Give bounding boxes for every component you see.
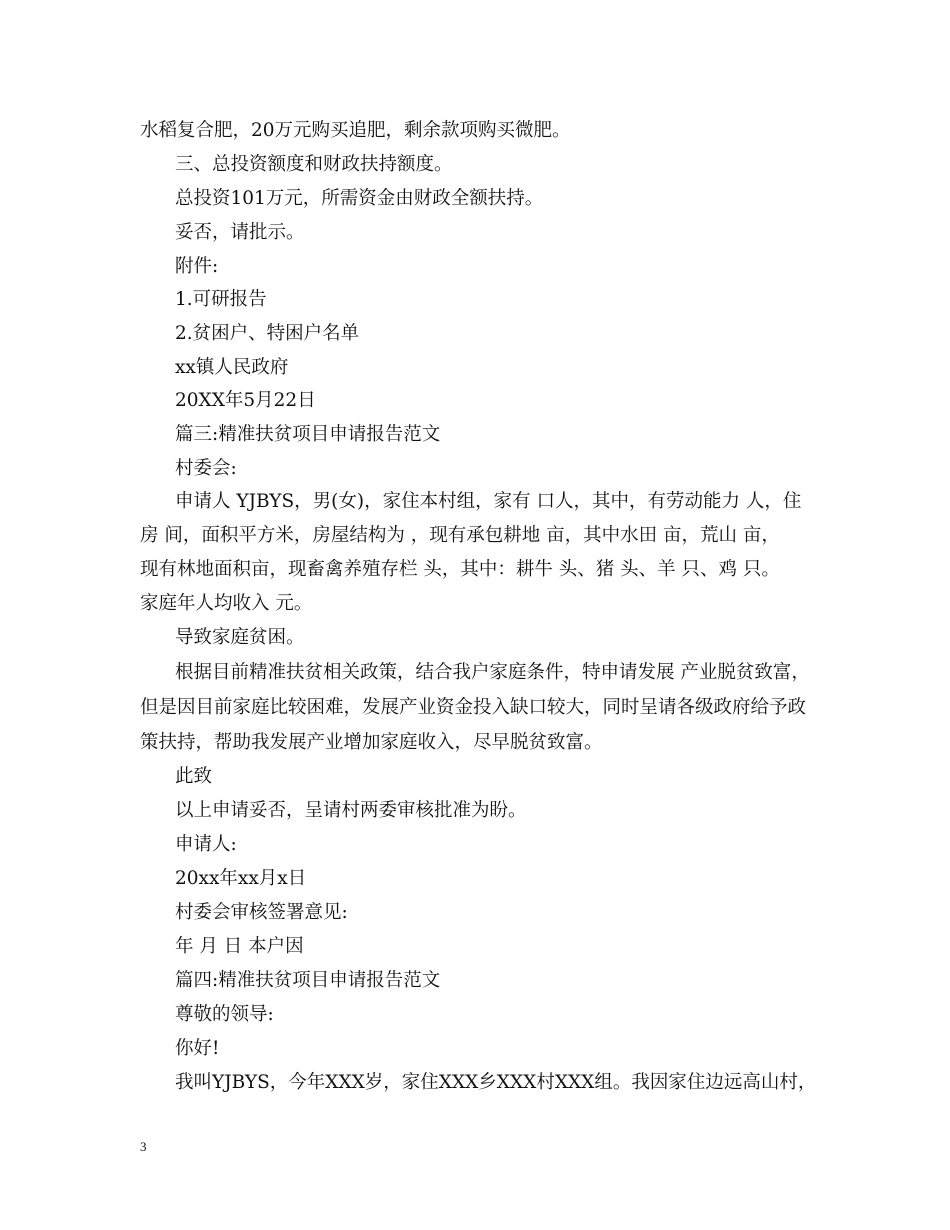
applicant-label: 申请人: <box>175 834 237 855</box>
closing: 此致 <box>175 766 213 787</box>
text-line: 妥否，请批示。 <box>175 222 305 243</box>
salutation: 尊敬的领导: <box>175 1004 274 1025</box>
text-line: 房 间，面积平方米，房屋结构为 ，现有承包耕地 亩，其中水田 亩，荒山 亩， <box>140 525 780 546</box>
page-number: 3 <box>140 1139 147 1154</box>
text-line: 导致家庭贫困。 <box>175 627 305 648</box>
text-line: 家庭年人均收入 元。 <box>140 593 313 614</box>
text-line: 但是因目前家庭比较困难，发展产业资金投入缺口较大，同时呈请各级政府给予政 <box>140 697 807 718</box>
section-title: 篇四:精准扶贫项目申请报告范文 <box>175 970 441 991</box>
text-line: 现有林地面积亩，现畜禽养殖存栏 头，其中：耕牛 头、猪 头、羊 只、鸡 只。 <box>140 559 780 580</box>
greeting: 你好! <box>175 1038 220 1059</box>
date-line: 20xx年xx月x日 <box>175 868 307 889</box>
signatory: xx镇人民政府 <box>175 357 289 378</box>
text-line: 我叫YJBYS，今年XXX岁，家住XXX乡XXX村XXX组。我因家住边远高山村， <box>175 1072 817 1093</box>
text-line: 水稻复合肥，20万元购买追肥，剩余款项购买微肥。 <box>140 120 571 141</box>
text-line: 以上申请妥否，呈请村两委审核批准为盼。 <box>175 800 527 821</box>
text-line: 总投资101万元，所需资金由财政全额扶持。 <box>175 188 544 209</box>
text-line: 策扶持，帮助我发展产业增加家庭收入，尽早脱贫致富。 <box>140 732 603 753</box>
attachment-label: 附件: <box>175 256 219 277</box>
text-line: 申请人 YJBYS，男(女)，家住本村组，家有 口人，其中，有劳动能力 人，住 <box>175 491 802 512</box>
text-line: 村委会审核签署意见: <box>175 902 348 923</box>
attachment-item: 2.贫困户、特困户名单 <box>175 323 360 344</box>
text-line: 年 月 日 本户因 <box>175 936 304 957</box>
section-title: 篇三:精准扶贫项目申请报告范文 <box>175 424 441 445</box>
text-line: 根据目前精准扶贫相关政策，结合我户家庭条件，特申请发展 产业脱贫致富， <box>175 662 810 683</box>
date-line: 20XX年5月22日 <box>175 390 316 411</box>
salutation: 村委会: <box>175 458 237 479</box>
attachment-item: 1.可研报告 <box>175 289 267 310</box>
section-heading: 三、总投资额度和财政扶持额度。 <box>175 154 453 175</box>
